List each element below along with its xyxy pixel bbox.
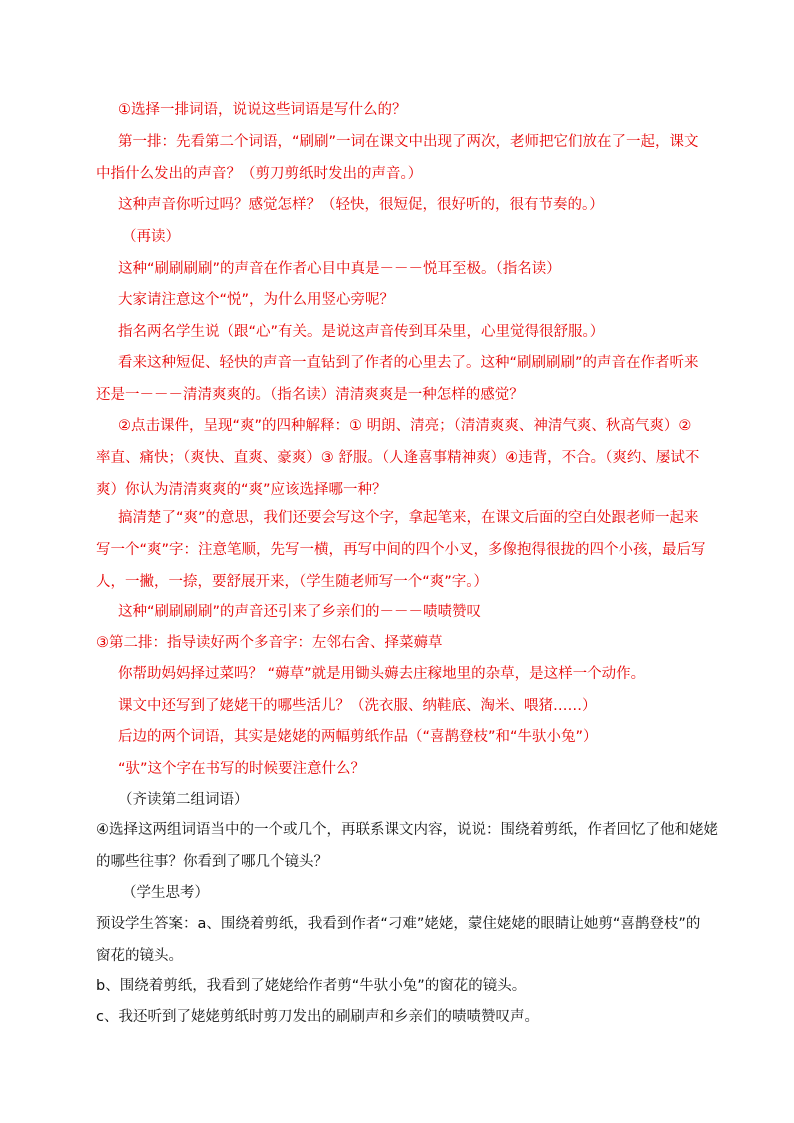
paragraph-question-1 (118, 95, 728, 127)
text-line: 中指什么发出的声音？（剪刀剪纸时发出的声音。） (96, 165, 423, 182)
text-line: 的哪些往事？你看到了哪几个镜头？ (96, 853, 328, 870)
paragraph-feeling (118, 190, 728, 222)
text-line: ③第二排：指导读好两个多音字：左邻右舍、择菜薅草 (96, 635, 443, 651)
text-line: （齐读第二组词语） (118, 792, 249, 808)
paragraph-tuo-writing (118, 754, 728, 786)
text-line: 预设学生答案：a、围绕着剪纸，我看到作者“刁难”姥姥，蒙住姥姥的眼睛让她剪“喜鹊登枝”的 (96, 916, 701, 932)
paragraph-crisp-sound (96, 348, 706, 412)
text-line: 课文中还写到了姥姥干的哪些活儿？（洗衣服、纳鞋底、淘米、喂猪……） (118, 698, 597, 714)
text-line: 大家请注意这个“悦”，为什么用竖心旁呢？ (118, 292, 395, 308)
paragraph-first-row (96, 127, 706, 191)
paragraph-chores (118, 691, 728, 723)
text-line: ④选择这两组词语当中的一个或几个，再联系课文内容，说说：围绕着剪纸，作者回忆了他和姥姥 (96, 822, 718, 838)
text-line: 这种声音你听过吗？感觉怎样？（轻快，很短促，很好听的，很有节奏的。） (118, 197, 604, 213)
text-line: （再读） (122, 229, 180, 245)
paragraph-pleasing (118, 254, 728, 286)
paragraph-answer-a (96, 909, 706, 973)
paragraph-reread (122, 222, 732, 254)
text-line: 爽）你认为清清爽爽的“爽”应该选择哪一种？ (96, 481, 387, 498)
paragraph-shuang-meanings (96, 411, 706, 506)
paragraph-student-thinking (122, 878, 732, 910)
text-line: c、我还听到了姥姥剪纸时剪刀发出的刷刷声和乡亲们的啧啧赞叹声。 (96, 1009, 539, 1025)
text-line: （学生思考） (122, 885, 209, 901)
text-line: b、围绕着剪纸，我看到了姥姥给作者剪“牛驮小兔”的窗花的镜头。 (96, 978, 527, 994)
text-line: ①选择一排词语，说说这些词语是写什么的？ (118, 102, 407, 118)
paragraph-praise (118, 597, 728, 629)
text-line: 搞清楚了“爽”的意思，我们还要会写这个字，拿起笔来，在课文后面的空白处跟老师一起来 (118, 510, 699, 526)
text-line: 还是一－－－清清爽爽的。（指名读）清清爽爽是一种怎样的感觉？ (96, 386, 524, 403)
paragraph-answer-b (96, 971, 706, 1003)
text-line: “驮”这个字在书写的时候要注意什么？ (118, 761, 366, 777)
text-line: 这种“刷刷刷刷”的声音在作者心目中真是－－－悦耳至极。（指名读） (118, 261, 561, 277)
text-line: 指名两名学生说（跟“心”有关。是说这声音传到耳朵里，心里觉得很舒服。） (118, 324, 605, 340)
text-line: 看来这种短促、轻快的声音一直钻到了作者的心里去了。这种“刷刷刷刷”的声音在作者听来 (118, 355, 699, 371)
text-line: 后边的两个词语，其实是姥姥的两幅剪纸作品（“喜鹊登枝”和“牛驮小兔”） (118, 729, 598, 745)
text-line: 率直、痛快；（爽快、直爽、豪爽）③ 舒服。（人逢喜事精神爽）④违背，不合。（爽约、屡试不 (96, 449, 700, 466)
text-line: 你帮助妈妈择过菜吗？ “薅草”就是用锄头薅去庄稼地里的杂草，是这样一个动作。 (118, 666, 646, 682)
paragraph-pick-vegetables (118, 659, 728, 691)
text-line: 这种“刷刷刷刷”的声音还引来了乡亲们的－－－啧啧赞叹 (118, 604, 482, 620)
paragraph-answer-c (96, 1002, 706, 1034)
text-line: 第一排：先看第二个词语，“刷刷”一词在课文中出现了两次，老师把它们放在了一起，课文 (118, 134, 699, 150)
text-line: 窗花的镜头。 (96, 947, 183, 964)
text-line: 写一个“爽”字：注意笔顺，先写一横，再写中间的四个小叉，多像抱得很拢的四个小孩，最后写 (96, 541, 706, 558)
paragraph-student-answer (118, 317, 728, 349)
paragraph-second-row (96, 628, 706, 660)
paragraph-question-4 (96, 815, 718, 879)
paragraph-papercut-works (118, 722, 728, 754)
paragraph-yue-question (118, 285, 728, 317)
paragraph-read-together (118, 785, 728, 817)
paragraph-write-shuang (96, 503, 706, 598)
text-line: 人，一撇，一捺，要舒展开来，（学生随老师写一个“爽”字。） (96, 573, 489, 590)
text-line: ②点击课件，呈现“爽”的四种解释：① 明朗、清亮；（清清爽爽、神清气爽、秋高气爽）② (118, 418, 692, 434)
